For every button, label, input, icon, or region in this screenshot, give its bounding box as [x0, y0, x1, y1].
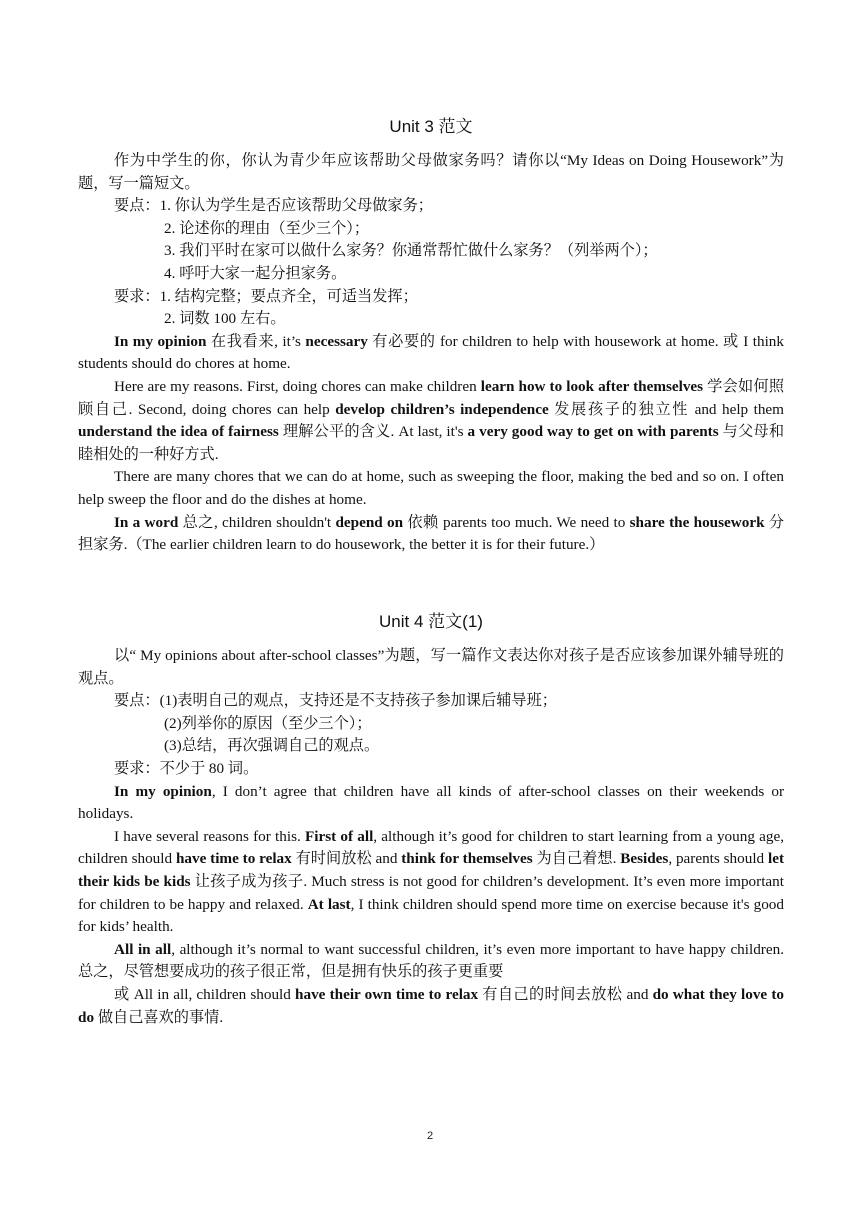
- bold-phrase: think for themselves: [401, 850, 533, 868]
- text-run: , although it’s normal to want successful children, it’s even more important to have happy children. 总之，尽管想要成功的孩子很正常，但是拥有快乐的孩子更重要: [78, 940, 784, 981]
- text-run: 做自己喜欢的事情.: [94, 1008, 224, 1026]
- unit4-body: [78, 645, 784, 1029]
- unit3-body: [78, 150, 784, 557]
- text-run: 有时间放松 and: [291, 850, 402, 868]
- text-run: 让孩子成为孩子. Much stress is not good for children’s development. It’s even more important for children to be happy and relaxed.: [78, 872, 784, 913]
- unit4-point-3: (3)总结，再次强调自己的观点。: [164, 737, 380, 755]
- unit4-prompt: 以“ My opinions about after-school classes”为题，写一篇作文表达你对孩子是否应该参加课外辅导班的观点。: [78, 647, 784, 687]
- text-run: 要点：: [114, 197, 160, 215]
- text-run: 分担家务.（The earlier children learn to do housework, the better it is for their future.）: [78, 513, 785, 554]
- text-run: , I think children should spend more time on exercise because it's good for kids’ health.: [78, 895, 784, 936]
- bold-phrase: In my opinion: [114, 332, 207, 350]
- text-run: 要点：: [114, 692, 160, 710]
- bold-phrase: share the housework: [629, 513, 765, 531]
- text-run: 1. 结构完整；要点齐全，可适当发挥；: [159, 287, 418, 305]
- bold-phrase: develop children’s independence: [335, 400, 549, 418]
- bold-phrase: depend on: [335, 513, 404, 531]
- text-run: 与父母和睦相处的一种好方式.: [78, 423, 785, 463]
- bold-phrase: do what they love to do: [78, 985, 784, 1026]
- unit3-req-2: 2. 词数 100 左右。: [164, 310, 286, 328]
- page-number: 2: [426, 1130, 434, 1142]
- unit3-req-1: [78, 286, 784, 309]
- text-run: I have several reasons for this.: [114, 827, 305, 845]
- text-run: 1. 你认为学生是否应该帮助父母做家务；: [159, 197, 433, 215]
- unit4-title: Unit 4 范文(1): [379, 612, 483, 631]
- bold-phrase: Besides: [620, 850, 669, 868]
- text-run: 学会如何照顾自己. Second, doing chores can help: [78, 377, 785, 418]
- text-run: 有必要的 for children to help with housework at home. 或 I think students should do chores at home.: [78, 332, 784, 373]
- text-run: 总之, children shouldn't: [178, 513, 336, 531]
- text-run: 依赖 parents too much. We need to: [403, 513, 630, 531]
- text-run: 要求：: [114, 287, 160, 305]
- unit3-point-1: [78, 195, 784, 218]
- unit3-paragraph-3: There are many chores that we can do at home, such as sweeping the floor, making the bed and so on. I often help sweep the floor and do the dishes at home.: [78, 468, 784, 508]
- text-run: 或 All in all, children should: [114, 985, 296, 1003]
- unit3-point-3: 3. 我们平时在家可以做什么家务？你通常帮忙做什么家务？（列举两个）；: [164, 242, 658, 260]
- text-run: , parents should: [668, 850, 768, 868]
- unit4-paragraph-3: [78, 939, 784, 984]
- bold-phrase: learn how to look after themselves: [480, 377, 704, 395]
- text-run: , I don’t agree that children have all kinds of after-school classes on their weekends or holidays.: [78, 782, 784, 823]
- unit3-paragraph-1: [78, 331, 784, 376]
- bold-phrase: have their own time to relax: [295, 985, 479, 1003]
- text-run: 在我看来, it’s: [206, 332, 306, 350]
- unit3-paragraph-4: [78, 512, 784, 557]
- bold-phrase: let their kids be kids: [78, 850, 785, 890]
- unit3-prompt: 作为中学生的你，你认为青少年应该帮助父母做家务吗？请你以“My Ideas on Doing Housework”为题，写一篇短文。: [78, 152, 784, 192]
- bold-phrase: In my opinion: [114, 782, 212, 800]
- bold-phrase: At last: [307, 895, 351, 913]
- unit3-paragraph-2: [78, 376, 784, 466]
- bold-phrase: First of all: [304, 827, 374, 845]
- text-run: (1)表明自己的观点，支持还是不支持孩子参加课后辅导班；: [159, 692, 557, 710]
- unit3-point-2: 2. 论述你的理由（至少三个）；: [164, 219, 370, 237]
- bold-phrase: All in all: [114, 940, 172, 958]
- bold-phrase: In a word: [114, 513, 179, 531]
- bold-phrase: understand the idea of fairness: [78, 423, 279, 441]
- unit4-point-2: (2)列举你的原因（至少三个）；: [164, 714, 372, 732]
- bold-phrase: a very good way to get on with parents: [467, 423, 719, 441]
- text-run: Here are my reasons. First, doing chores can make children: [114, 377, 481, 395]
- text-run: , although it’s good for children to start learning from a young age, children should: [78, 827, 784, 868]
- unit4-paragraph-1: [78, 781, 784, 826]
- unit3-title: Unit 3 范文: [389, 117, 473, 136]
- text-run: 有自己的时间去放松 and: [478, 985, 653, 1003]
- text-run: 理解公平的含义. At last, it's: [278, 423, 468, 441]
- unit4-paragraph-2: [78, 826, 784, 939]
- unit4-req: 要求：不少于 80 词。: [114, 759, 259, 777]
- text-run: 为自己着想.: [532, 850, 621, 868]
- unit4-paragraph-4: [78, 984, 784, 1029]
- unit3-point-4: 4. 呼吁大家一起分担家务。: [164, 264, 347, 282]
- bold-phrase: have time to relax: [175, 850, 292, 868]
- text-run: 发展孩子的独立性 and help them: [548, 400, 784, 418]
- unit4-point-1: [78, 690, 784, 713]
- bold-phrase: necessary: [305, 332, 368, 350]
